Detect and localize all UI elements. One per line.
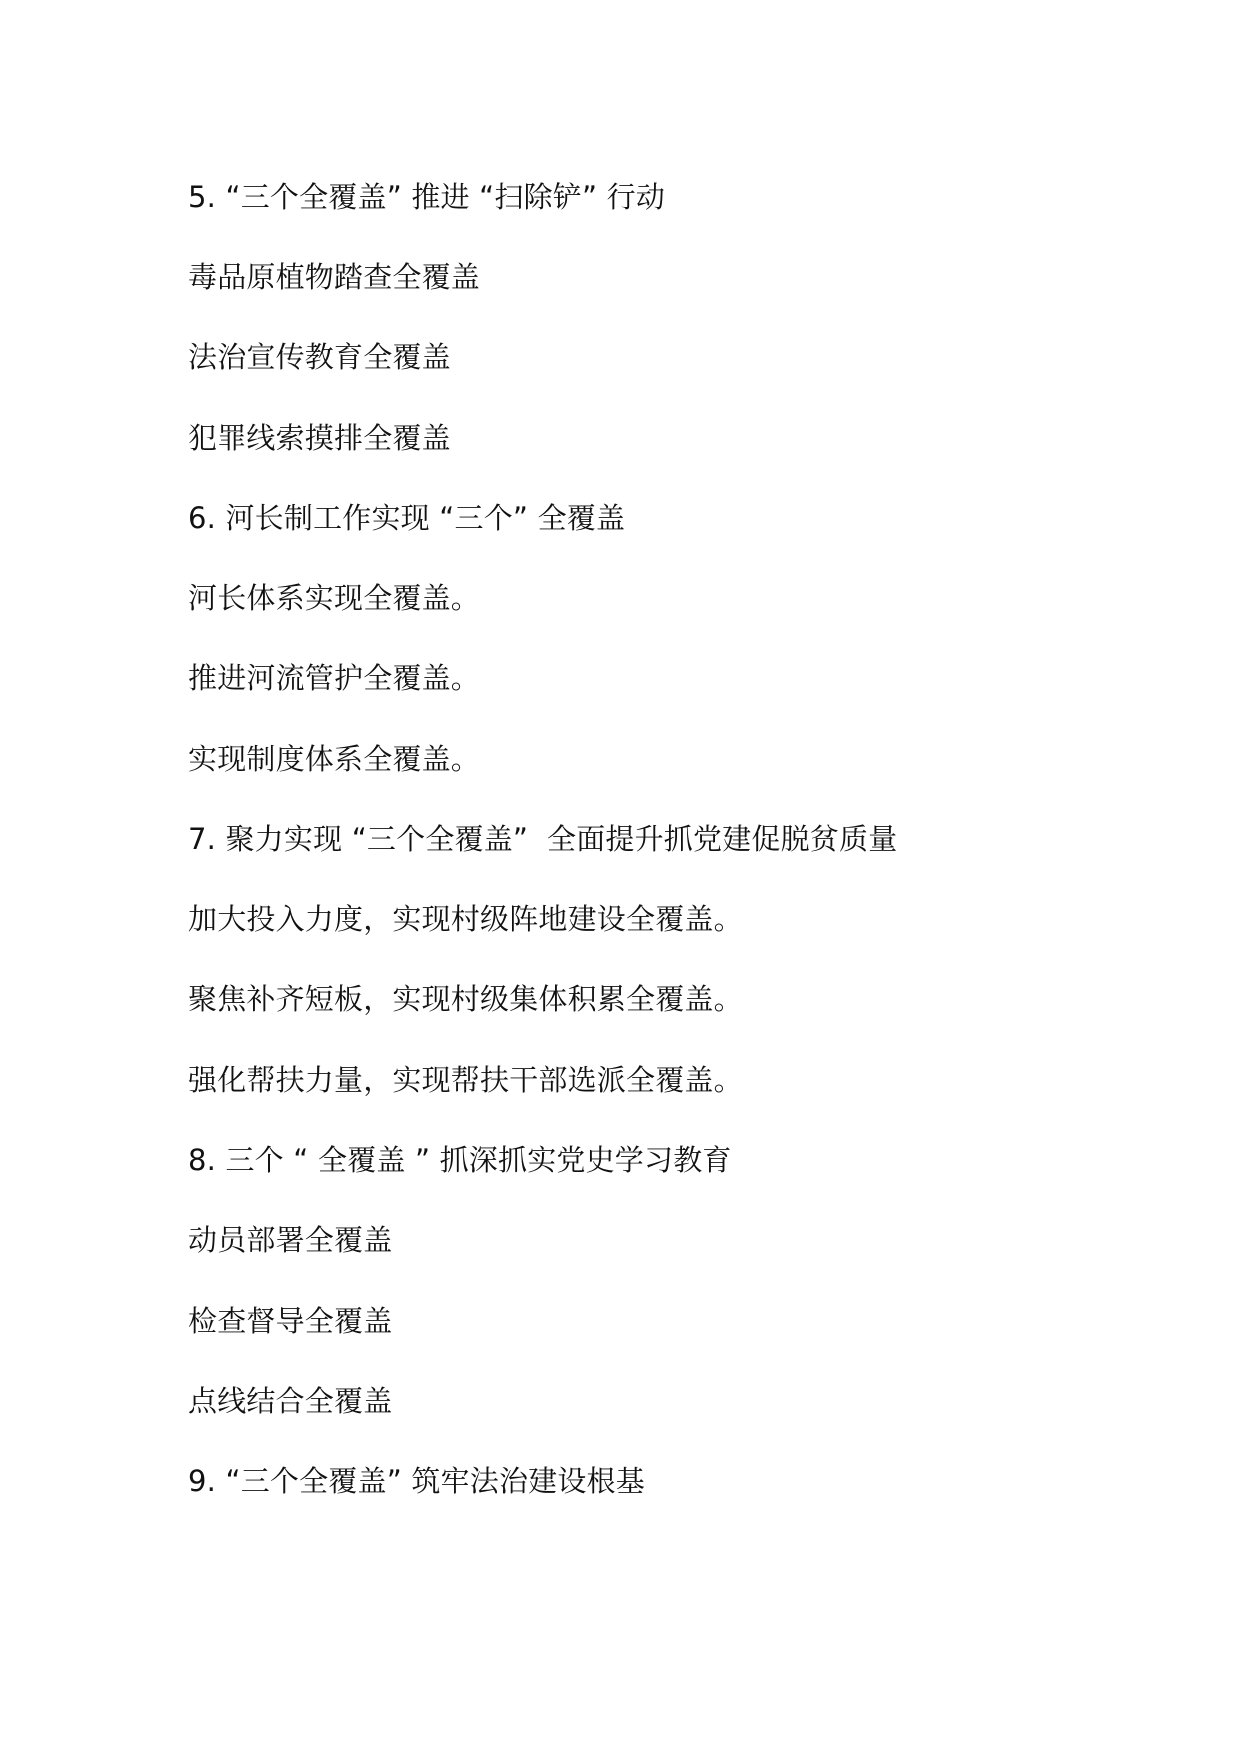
text-line: 加大投入力度，实现村级阵地建设全覆盖。 bbox=[188, 902, 743, 936]
text-line: 动员部署全覆盖 bbox=[188, 1223, 393, 1257]
text-line: 毒品原植物踏查全覆盖 bbox=[188, 260, 481, 294]
text-line: 实现制度体系全覆盖。 bbox=[188, 742, 481, 776]
heading-item-7: 7. 聚力实现 “三个全覆盖” 全面提升抓党建促脱贫质量 bbox=[188, 822, 898, 856]
text-line: 聚焦补齐短板，实现村级集体积累全覆盖。 bbox=[188, 982, 743, 1016]
text-line: 推进河流管护全覆盖。 bbox=[188, 661, 481, 695]
text-line: 点线结合全覆盖 bbox=[188, 1384, 393, 1418]
heading-item-5: 5. “三个全覆盖” 推进 “扫除铲” 行动 bbox=[188, 180, 666, 214]
heading-item-8: 8. 三个 “ 全覆盖 ” 抓深抓实党史学习教育 bbox=[188, 1143, 732, 1177]
text-line: 检查督导全覆盖 bbox=[188, 1304, 393, 1338]
text-line: 法治宣传教育全覆盖 bbox=[188, 340, 451, 374]
heading-item-6: 6. 河长制工作实现 “三个” 全覆盖 bbox=[188, 501, 626, 535]
heading-item-9: 9. “三个全覆盖” 筑牢法治建设根基 bbox=[188, 1464, 645, 1498]
text-line: 犯罪线索摸排全覆盖 bbox=[188, 421, 451, 455]
text-line: 河长体系实现全覆盖。 bbox=[188, 581, 481, 615]
text-line: 强化帮扶力量，实现帮扶干部选派全覆盖。 bbox=[188, 1063, 743, 1097]
